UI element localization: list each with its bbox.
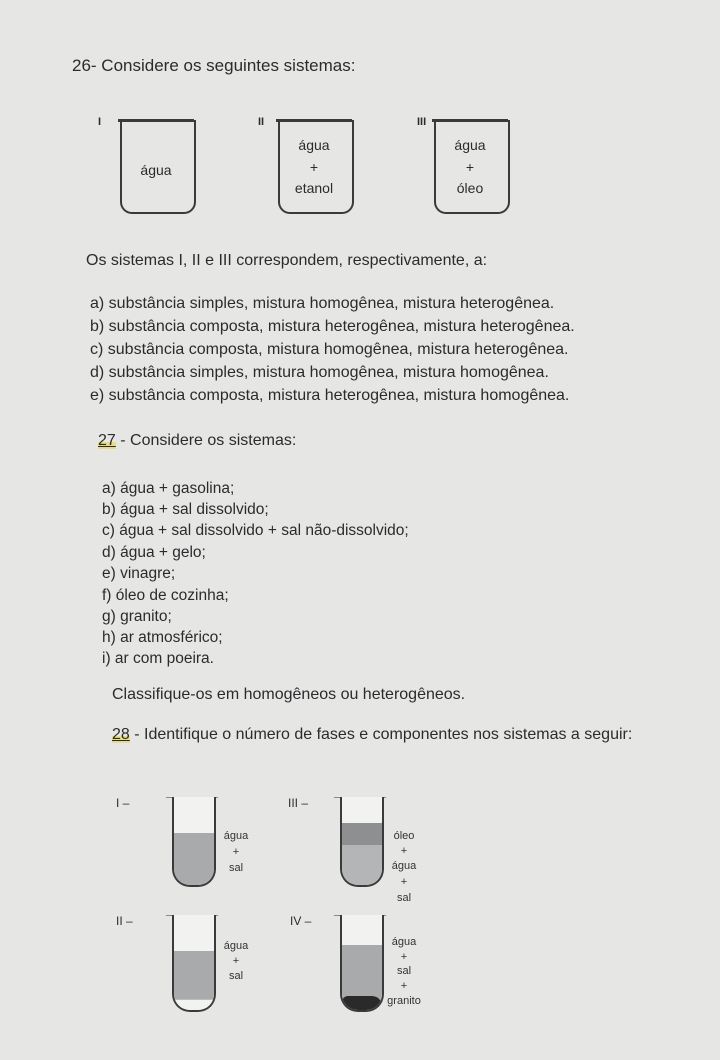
tube-1-liquid (174, 833, 214, 885)
q27-item-c: c) água + sal dissolvido + sal não-dissolvido; (102, 522, 409, 539)
tube-1-line-1: água (223, 830, 249, 842)
test-tube-3 (340, 797, 384, 887)
system-3-label: III (417, 116, 427, 128)
q28-heading (112, 726, 632, 744)
tube-4-line-5: granito (387, 995, 421, 1007)
q26-title: 26- Considere os seguintes sistemas: (72, 56, 356, 75)
tube-3-water-layer (342, 845, 382, 885)
tube-1-line-3: sal (228, 862, 244, 874)
q26-option-e: e) substância composta, mistura heterogênea, mistura homogênea. (90, 387, 570, 404)
tube-3-line-3: água (391, 860, 417, 872)
q27-item-i: i) ar com poeira. (102, 650, 214, 667)
tube-3-line-1: óleo (393, 830, 415, 842)
tube-3-oil-layer (342, 823, 382, 845)
tube-4-line-2: + (400, 951, 408, 963)
tube-1-line-2: + (232, 846, 240, 858)
system-3-line-3: óleo (456, 180, 484, 196)
test-tube-1 (172, 797, 216, 887)
tube-3-label: III – (288, 796, 309, 810)
tube-2-bottom (174, 999, 214, 1010)
q27-instruction: Classifique-os em homogêneos ou heterogêneos. (112, 686, 466, 703)
tube-1-label: I – (116, 796, 130, 810)
test-tube-2 (172, 915, 216, 1012)
q27-item-e: e) vinagre; (102, 565, 176, 582)
q27-item-a: a) água + gasolina; (102, 480, 235, 497)
system-3-line-2: + (465, 159, 475, 175)
system-3-line-1: água (454, 137, 486, 153)
q28-number: 28 (112, 726, 130, 743)
tube-4-line-4: + (400, 980, 408, 992)
q27-item-f: f) óleo de cozinha; (102, 587, 229, 604)
q27-title: - Considere os sistemas: (115, 432, 297, 449)
tube-2-line-3: sal (228, 970, 244, 982)
q27-heading (98, 432, 296, 450)
q26-question: Os sistemas I, II e III correspondem, respectivamente, a: (86, 252, 488, 269)
system-2-label: II (258, 116, 265, 128)
q26-option-c: c) substância composta, mistura homogênea, mistura heterogênea. (90, 341, 569, 358)
q27-number: 27 (98, 432, 116, 449)
tube-2-line-2: + (232, 955, 240, 967)
q28-title: - Identifique o número de fases e componentes nos sistemas a seguir: (129, 726, 633, 743)
tube-3-line-2: + (400, 845, 408, 857)
system-1-content: água (140, 162, 172, 178)
q26-option-b: b) substância composta, mistura heterogênea, mistura heterogênea. (90, 318, 575, 335)
q27-item-b: b) água + sal dissolvido; (102, 501, 269, 518)
q27-item-h: h) ar atmosférico; (102, 629, 223, 646)
tube-4-granite-solid (342, 996, 382, 1010)
tube-4-line-1: água (391, 936, 417, 948)
system-1-label: I (98, 116, 102, 128)
tube-2-line-1: água (223, 940, 249, 952)
system-2-line-3: etanol (294, 180, 334, 196)
tube-4-label: IV – (290, 914, 312, 928)
system-2-line-2: + (309, 159, 319, 175)
tube-3-line-5: sal (396, 892, 412, 904)
tube-3-line-4: + (400, 876, 408, 888)
tube-2-label: II – (116, 914, 133, 928)
q26-option-d: d) substância simples, mistura homogênea, mistura homogênea. (90, 364, 549, 381)
q27-item-d: d) água + gelo; (102, 544, 206, 561)
q27-item-g: g) granito; (102, 608, 172, 625)
system-2-line-1: água (298, 137, 330, 153)
tube-4-line-3: sal (396, 965, 412, 977)
q26-option-a: a) substância simples, mistura homogênea, mistura heterogênea. (90, 295, 555, 312)
test-tube-4 (340, 915, 384, 1012)
